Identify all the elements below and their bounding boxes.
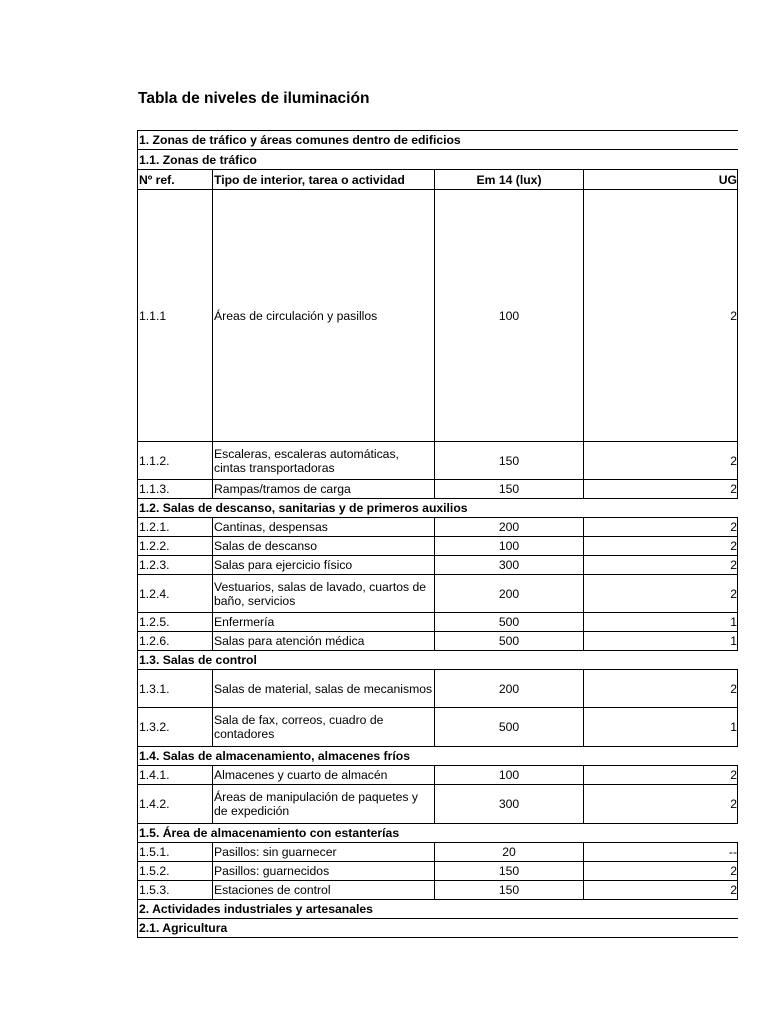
- section-row: [138, 900, 738, 919]
- row-ref: 1.2.2.: [138, 537, 213, 556]
- table-row: [138, 670, 738, 708]
- table-row: [138, 190, 738, 442]
- table-row: [138, 843, 738, 862]
- row-desc: Sala de fax, correos, cuadro de contadores: [213, 708, 435, 747]
- row-ug: 2: [584, 881, 738, 900]
- row-ug: --: [584, 843, 738, 862]
- row-desc: Salas de material, salas de mecanismos: [213, 670, 435, 708]
- page-title: Tabla de niveles de iluminación: [138, 90, 370, 107]
- row-ref: 1.5.1.: [138, 843, 213, 862]
- row-desc: Salas de descanso: [213, 537, 435, 556]
- row-desc: Salas para ejercicio físico: [213, 556, 435, 575]
- row-ug: 2: [584, 575, 738, 613]
- illumination-table: [137, 130, 738, 938]
- row-desc: Estaciones de control: [213, 881, 435, 900]
- row-em: 300: [435, 556, 584, 575]
- row-ug: 2: [584, 442, 738, 480]
- table-row: [138, 708, 738, 747]
- row-ug: 2: [584, 480, 738, 499]
- row-em: 150: [435, 862, 584, 881]
- row-em: 500: [435, 632, 584, 651]
- row-ug: 2: [584, 556, 738, 575]
- row-desc: Escaleras, escaleras automáticas, cintas transportadoras: [213, 442, 435, 480]
- header-row: [138, 170, 738, 190]
- row-desc: Cantinas, despensas: [213, 518, 435, 537]
- row-em: 100: [435, 537, 584, 556]
- row-ug: 1: [584, 708, 738, 747]
- table-row: [138, 518, 738, 537]
- table-row: [138, 442, 738, 480]
- header-type: Tipo de interior, tarea o actividad: [213, 170, 435, 190]
- header-ug: UG: [584, 170, 738, 190]
- row-desc: Vestuarios, salas de lavado, cuartos de baño, servicios: [213, 575, 435, 613]
- row-em: 500: [435, 708, 584, 747]
- table-row: [138, 632, 738, 651]
- row-ug: 2: [584, 518, 738, 537]
- row-em: 150: [435, 881, 584, 900]
- row-desc: Pasillos: sin guarnecer: [213, 843, 435, 862]
- row-ug: 1: [584, 613, 738, 632]
- row-ug: 2: [584, 766, 738, 785]
- section-row: [138, 747, 738, 766]
- row-desc: Áreas de manipulación de paquetes y de expedición: [213, 785, 435, 824]
- section-row: [138, 150, 738, 170]
- table-row: [138, 766, 738, 785]
- row-em: 200: [435, 670, 584, 708]
- row-em: 100: [435, 766, 584, 785]
- row-ug: 2: [584, 785, 738, 824]
- row-em: 500: [435, 613, 584, 632]
- row-ref: 1.3.2.: [138, 708, 213, 747]
- row-em: 200: [435, 575, 584, 613]
- section-row: [138, 919, 738, 938]
- row-ug: 2: [584, 670, 738, 708]
- section-title: 1.1. Zonas de tráfico: [138, 150, 738, 170]
- row-ref: 1.5.3.: [138, 881, 213, 900]
- section-title: 1.2. Salas de descanso, sanitarias y de primeros auxilios: [138, 499, 738, 518]
- section-row: [138, 824, 738, 843]
- row-ref: 1.2.6.: [138, 632, 213, 651]
- section-row: [138, 651, 738, 670]
- row-ug: 2: [584, 862, 738, 881]
- row-ref: 1.1.3.: [138, 480, 213, 499]
- row-em: 300: [435, 785, 584, 824]
- row-ug: 1: [584, 632, 738, 651]
- section-title: 1. Zonas de tráfico y áreas comunes dentro de edificios: [138, 131, 738, 150]
- row-ref: 1.5.2.: [138, 862, 213, 881]
- row-ref: 1.4.2.: [138, 785, 213, 824]
- row-desc: Enfermería: [213, 613, 435, 632]
- section-row: [138, 131, 738, 150]
- row-ref: 1.4.1.: [138, 766, 213, 785]
- header-em: Em 14 (lux): [435, 170, 584, 190]
- row-ref: 1.2.1.: [138, 518, 213, 537]
- section-title: 1.3. Salas de control: [138, 651, 738, 670]
- section-title: 1.5. Área de almacenamiento con estanterías: [138, 824, 738, 843]
- row-ref: 1.1.1: [138, 190, 213, 442]
- row-desc: Pasillos: guarnecidos: [213, 862, 435, 881]
- row-em: 100: [435, 190, 584, 442]
- row-em: 150: [435, 480, 584, 499]
- table-row: [138, 480, 738, 499]
- row-em: 150: [435, 442, 584, 480]
- row-ref: 1.1.2.: [138, 442, 213, 480]
- row-ref: 1.2.5.: [138, 613, 213, 632]
- table-row: [138, 881, 738, 900]
- row-em: 200: [435, 518, 584, 537]
- row-desc: Rampas/tramos de carga: [213, 480, 435, 499]
- row-desc: Áreas de circulación y pasillos: [213, 190, 435, 442]
- table-row: [138, 862, 738, 881]
- row-desc: Salas para atención médica: [213, 632, 435, 651]
- row-ref: 1.2.4.: [138, 575, 213, 613]
- table-container: [137, 130, 738, 950]
- table-row: [138, 613, 738, 632]
- row-em: 20: [435, 843, 584, 862]
- header-ref: Nº ref.: [138, 170, 213, 190]
- section-title: 2.1. Agricultura: [138, 919, 738, 938]
- table-row: [138, 785, 738, 824]
- row-ref: 1.2.3.: [138, 556, 213, 575]
- table-row: [138, 556, 738, 575]
- section-title: 2. Actividades industriales y artesanales: [138, 900, 738, 919]
- section-row: [138, 499, 738, 518]
- row-ug: 2: [584, 537, 738, 556]
- table-row: [138, 575, 738, 613]
- section-title: 1.4. Salas de almacenamiento, almacenes fríos: [138, 747, 738, 766]
- row-desc: Almacenes y cuarto de almacén: [213, 766, 435, 785]
- table-row: [138, 537, 738, 556]
- row-ref: 1.3.1.: [138, 670, 213, 708]
- row-ug: 2: [584, 190, 738, 442]
